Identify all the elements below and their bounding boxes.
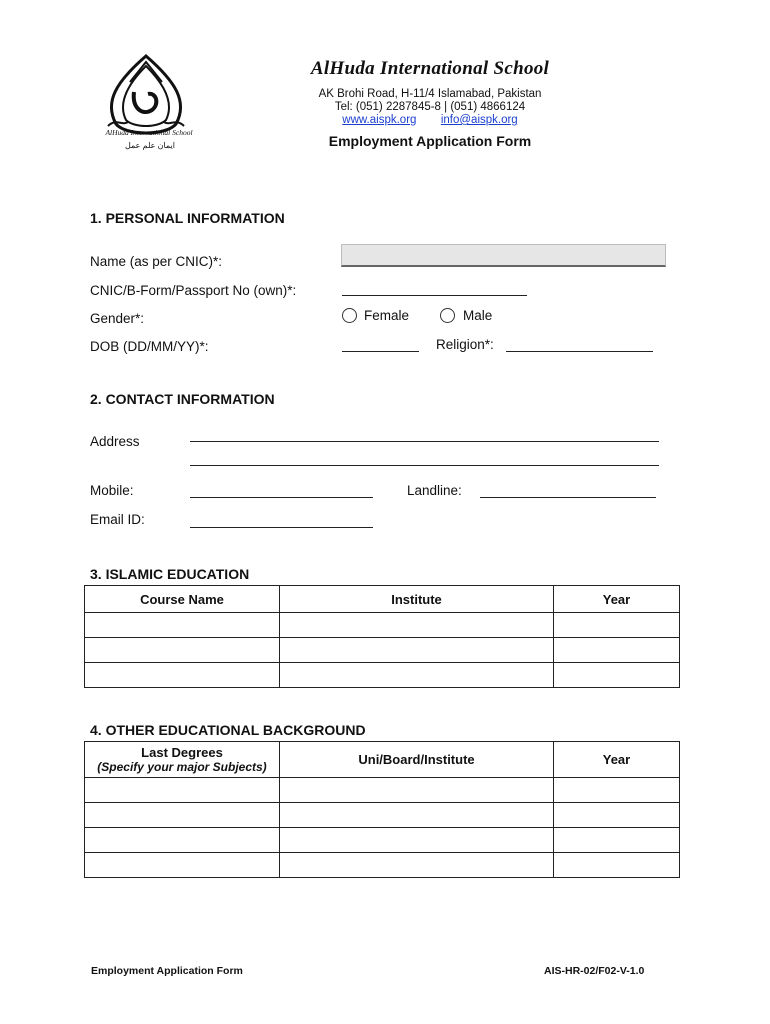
name-input[interactable]	[341, 244, 666, 267]
table-row	[85, 663, 680, 688]
gender-male-radio[interactable]	[440, 308, 455, 323]
mobile-field[interactable]	[190, 497, 373, 498]
table-row	[85, 853, 680, 878]
email-field[interactable]	[190, 527, 373, 528]
landline-field[interactable]	[480, 497, 656, 498]
school-address: AK Brohi Road, H-11/4 Islamabad, Pakistan	[318, 88, 542, 100]
column-header-degrees	[85, 742, 280, 778]
table-cell[interactable]	[85, 778, 280, 803]
website-link[interactable]: www.aispk.org	[342, 114, 417, 126]
table-cell[interactable]	[85, 803, 280, 828]
logo-caption: AlHuda International School	[105, 128, 193, 137]
gender-female-radio[interactable]	[342, 308, 357, 323]
table-cell[interactable]	[280, 803, 554, 828]
school-name: AlHuda International School	[310, 58, 550, 79]
cnic-field[interactable]	[342, 295, 527, 296]
email-link[interactable]: info@aispk.org	[440, 114, 518, 126]
table-cell[interactable]	[554, 638, 680, 663]
table-cell[interactable]	[554, 828, 680, 853]
cnic-label: CNIC/B-Form/Passport No (own)*:	[90, 283, 297, 298]
other-education-table	[84, 741, 680, 878]
table-cell[interactable]	[280, 638, 554, 663]
dob-field[interactable]	[342, 351, 419, 352]
table-cell[interactable]	[280, 853, 554, 878]
logo-subcaption: ایمان علم عمل	[124, 141, 176, 150]
column-header: Year	[554, 742, 680, 778]
mobile-label: Mobile:	[90, 483, 134, 498]
contact-links	[290, 114, 570, 126]
form-title: Employment Application Form	[328, 133, 532, 149]
table-cell[interactable]	[554, 613, 680, 638]
section-personal-heading: 1. PERSONAL INFORMATION	[90, 210, 285, 226]
address-label: Address	[90, 434, 140, 449]
landline-label: Landline:	[407, 483, 462, 498]
column-header: Year	[554, 586, 680, 613]
address-line-2[interactable]	[190, 465, 659, 466]
table-cell[interactable]	[280, 778, 554, 803]
islamic-education-table	[84, 585, 680, 688]
table-cell[interactable]	[85, 613, 280, 638]
table-cell[interactable]	[85, 638, 280, 663]
column-header-title: Last Degrees	[141, 745, 223, 760]
table-row	[85, 828, 680, 853]
religion-label: Religion*:	[436, 337, 494, 352]
table-row	[85, 638, 680, 663]
table-cell[interactable]	[85, 663, 280, 688]
table-cell[interactable]	[280, 828, 554, 853]
table-row	[85, 613, 680, 638]
footer-right: AIS-HR-02/F02-V-1.0	[544, 965, 645, 977]
section-islamic-heading: 3. ISLAMIC EDUCATION	[90, 566, 250, 582]
column-header: Institute	[280, 586, 554, 613]
table-header-row	[85, 586, 680, 613]
section-other-heading: 4. OTHER EDUCATIONAL BACKGROUND	[90, 722, 366, 738]
column-header: Uni/Board/Institute	[280, 742, 554, 778]
school-phone: Tel: (051) 2287845-8 | (051) 4866124	[334, 101, 526, 113]
dob-label: DOB (DD/MM/YY)*:	[90, 339, 209, 354]
gender-male-label: Male	[463, 308, 493, 323]
section-contact-heading: 2. CONTACT INFORMATION	[90, 391, 275, 407]
column-header: Course Name	[85, 586, 280, 613]
table-cell[interactable]	[85, 853, 280, 878]
table-cell[interactable]	[554, 853, 680, 878]
religion-field[interactable]	[506, 351, 653, 352]
gender-label: Gender*:	[90, 311, 145, 326]
address-line-1[interactable]	[190, 441, 659, 442]
table-cell[interactable]	[554, 663, 680, 688]
email-label: Email ID:	[90, 512, 145, 527]
table-cell[interactable]	[554, 778, 680, 803]
table-cell[interactable]	[280, 613, 554, 638]
table-row	[85, 803, 680, 828]
gender-female-label: Female	[364, 308, 410, 323]
table-cell[interactable]	[85, 828, 280, 853]
table-header-row	[85, 742, 680, 778]
table-cell[interactable]	[280, 663, 554, 688]
column-header-subtitle: (Specify your major Subjects)	[97, 760, 267, 774]
footer-left: Employment Application Form	[91, 965, 243, 977]
table-row	[85, 778, 680, 803]
name-label: Name (as per CNIC)*:	[90, 254, 223, 269]
table-cell[interactable]	[554, 803, 680, 828]
